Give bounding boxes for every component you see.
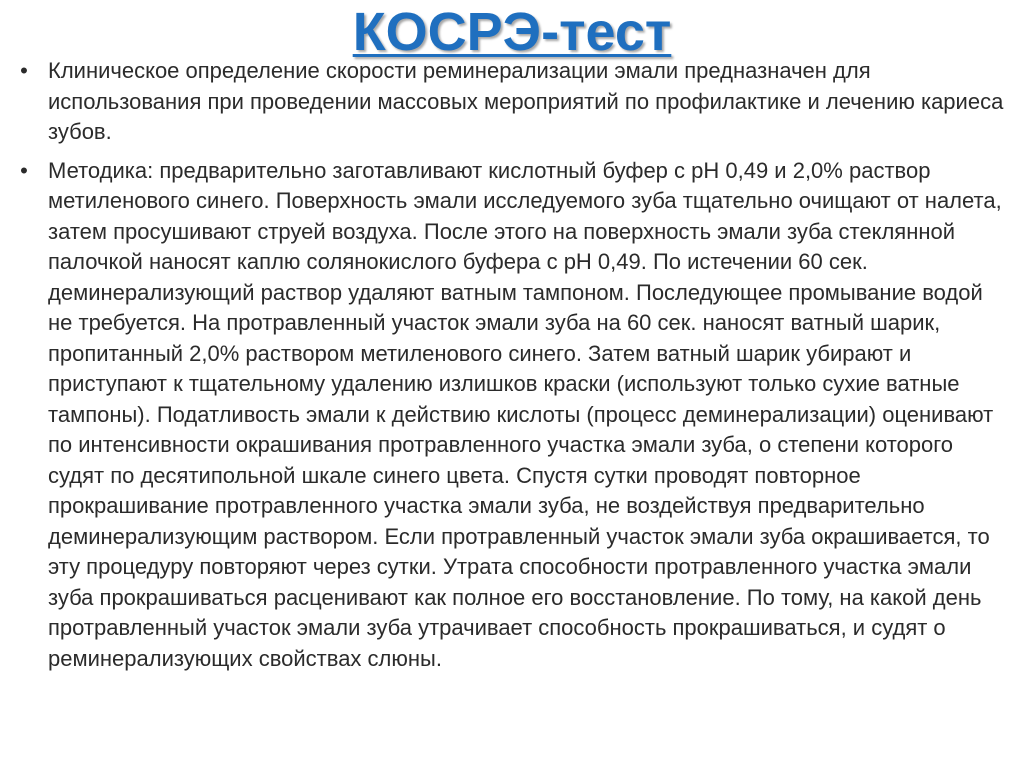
bullet-text-method: Методика: предварительно заготавливают кислотный буфер с pH 0,49 и 2,0% раствор метиленового синего. Поверхность эмали исследуемого зуба тщательно очищают от налета, затем просушивают струей воздуха. После этого на поверхность эмали зуба стеклянной палочкой наносят каплю солянокислого буфера с pH 0,49. По истечении 60 сек. деминерализующий раствор удаляют ватным тампоном. Последующее промывание водой не требуется. На протравленный участок эмали зуба на 60 сек. наносят ватный шарик, пропитанный 2,0% раствором метиленового синего. Затем ватный шарик убирают и приступают к тщательному удалению излишков краски (используют только сухие ватные тампоны). Податливость эмали к действию кислоты (процесс деминерализации) оценивают по интенсивности окрашивания протравленного участка эмали зуба, о степени которого судят по десятипольной шкале синего цвета. Спустя сутки проводят повторное прокрашивание протравленного участка эмали зуба, не воздействуя предварительно деминерализующим раствором. Если протравленный участок эмали зуба окрашивается, то эту процедуру повторяют через сутки. Утрата способности протравленного участка эмали зуба прокрашиваться расценивают как полное его восстановление. По тому, на какой день протравленный участок эмали зуба утрачивает способность прокрашиваться, и судят о реминерализующих свойствах слюны. (48, 157, 1002, 671)
bullet-text-intro: Клиническое определение скорости реминерализации эмали предназначен для использования при проведении массовых мероприятий по профилактике и лечению кариеса зубов. (48, 58, 1004, 144)
bullet-list (14, 56, 1012, 674)
bullet-icon: • (20, 58, 28, 83)
slide-title: КОСРЭ-тест (352, 2, 672, 62)
bullet-item-method (14, 156, 1012, 675)
bullet-item-intro (14, 56, 1012, 148)
bullet-icon: • (20, 157, 28, 183)
